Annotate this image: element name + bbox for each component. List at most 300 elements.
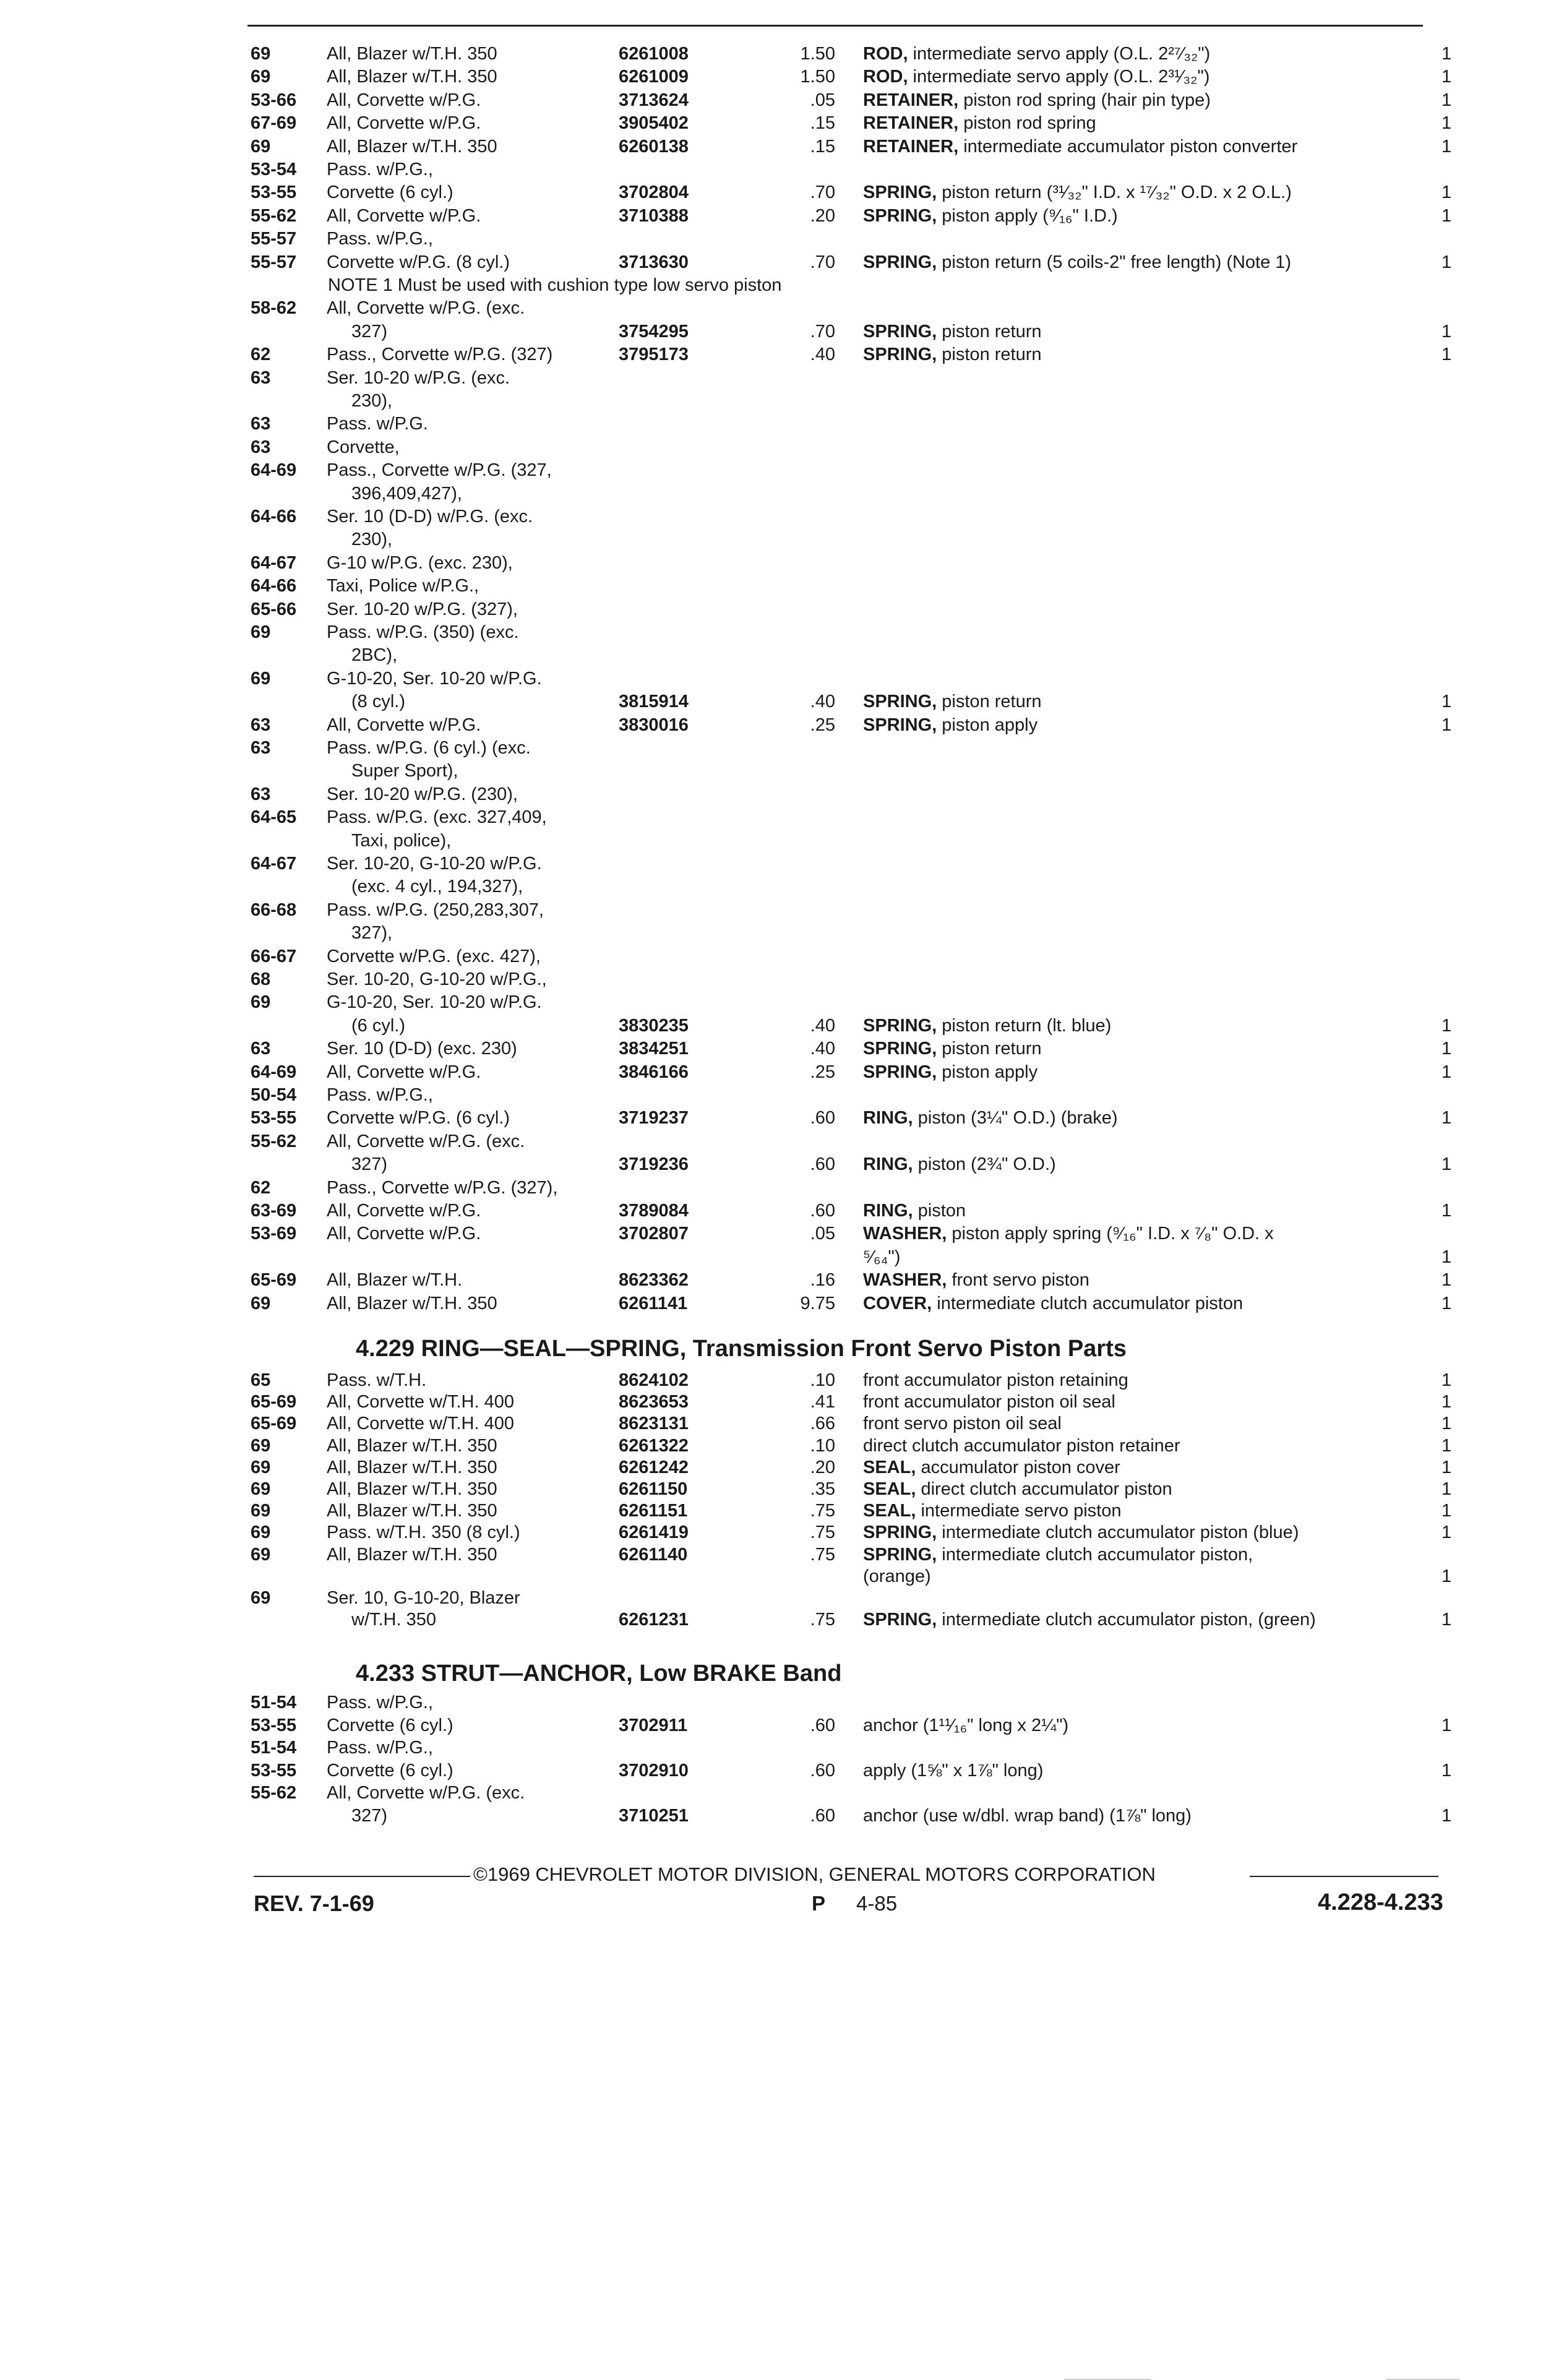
application: Pass. w/P.G.,	[327, 1693, 433, 1712]
description	[863, 1153, 1056, 1176]
part-number: 3719236	[619, 1154, 689, 1175]
table-row	[0, 251, 1564, 274]
table-row	[0, 320, 1564, 343]
application: Pass. w/P.G.,	[327, 1085, 433, 1105]
model-years: 69	[251, 1501, 271, 1521]
table-row	[0, 968, 1564, 991]
model-years: 53-55	[251, 183, 297, 203]
price: .75	[810, 1501, 835, 1521]
part-detail: piston	[913, 1201, 966, 1221]
application: 327),	[351, 923, 393, 943]
table-row	[0, 783, 1564, 806]
model-years: 65-66	[251, 599, 297, 619]
part-name: SPRING,	[863, 205, 937, 226]
table-row	[0, 204, 1564, 228]
table-row	[0, 1245, 1564, 1269]
application: 327)	[351, 1805, 388, 1826]
model-years: 63	[251, 1039, 271, 1059]
part-name: RING,	[863, 1154, 913, 1175]
application: All, Corvette w/P.G.	[327, 1201, 481, 1221]
price: .05	[810, 90, 835, 110]
price: .15	[810, 136, 835, 157]
quantity: 1	[1442, 1566, 1452, 1586]
price: .75	[810, 1544, 835, 1565]
model-years: 63-69	[251, 1201, 297, 1221]
application: All, Blazer w/T.H. 350	[327, 1501, 497, 1521]
table-row	[0, 806, 1564, 829]
application: (exc. 4 cyl., 194,327),	[351, 877, 523, 897]
group-range: 4.228-4.233	[1318, 1889, 1443, 1915]
description	[863, 1368, 1128, 1392]
table-row	[0, 135, 1564, 158]
price: .70	[810, 252, 835, 272]
description	[863, 1499, 1121, 1523]
application: Pass. w/P.G. (250,283,307,	[327, 900, 544, 920]
part-detail: piston apply	[937, 1062, 1038, 1082]
model-years: 53-55	[251, 1715, 297, 1735]
part-detail: piston return	[937, 1039, 1042, 1059]
model-years: 55-62	[251, 1783, 297, 1803]
application: All, Corvette w/P.G. (exc.	[327, 1783, 525, 1803]
table-row	[0, 528, 1564, 551]
application: Ser. 10, G-10-20, Blazer	[327, 1588, 520, 1608]
application: G-10-20, Ser. 10-20 w/P.G.	[327, 992, 542, 1013]
model-years: 64-66	[251, 576, 297, 596]
table-row	[0, 829, 1564, 853]
quantity: 1	[1442, 90, 1452, 110]
part-number: 3713624	[619, 90, 689, 110]
table-row	[0, 1565, 1564, 1588]
application: G-10 w/P.G. (exc. 230),	[327, 552, 513, 573]
part-number: 3830235	[619, 1015, 689, 1036]
quantity: 1	[1442, 1201, 1452, 1221]
quantity: 1	[1442, 1108, 1452, 1128]
application: All, Blazer w/T.H. 350	[327, 1479, 497, 1499]
quantity: 1	[1442, 183, 1452, 203]
model-years: 69	[251, 67, 271, 87]
table-row	[0, 181, 1564, 204]
description	[863, 1477, 1172, 1501]
part-number: 3702807	[619, 1224, 689, 1244]
model-years: 51-54	[251, 1738, 297, 1758]
section-heading-4-229: 4.229 RING—SEAL—SPRING, Transmission Front Servo Piston Parts	[356, 1336, 1127, 1362]
description	[863, 1014, 1111, 1037]
application: 230),	[351, 391, 393, 411]
quantity: 1	[1442, 692, 1452, 712]
description	[863, 1521, 1299, 1544]
table-row	[0, 1456, 1564, 1479]
application: Corvette (6 cyl.)	[327, 1715, 453, 1735]
price: .60	[810, 1760, 835, 1781]
description	[863, 1714, 1068, 1737]
model-years: 64-65	[251, 807, 297, 828]
model-years: 63	[251, 738, 271, 758]
model-years: 63	[251, 784, 271, 804]
price: .10	[810, 1370, 835, 1390]
page-number	[812, 1889, 897, 1918]
table-row	[0, 482, 1564, 505]
table-row	[0, 1608, 1564, 1631]
table-row	[0, 1499, 1564, 1523]
application: Pass. w/P.G. (350) (exc.	[327, 622, 519, 642]
application: All, Blazer w/T.H. 350	[327, 67, 497, 87]
model-years: 69	[251, 136, 271, 157]
quantity: 1	[1442, 1610, 1452, 1630]
application: Corvette w/P.G. (6 cyl.)	[327, 1108, 510, 1128]
table-row	[0, 1781, 1564, 1805]
table-row	[0, 1477, 1564, 1501]
description	[863, 88, 1211, 112]
model-years: 66-67	[251, 946, 297, 966]
application: All, Blazer w/T.H. 350	[327, 1544, 497, 1565]
model-years: 53-55	[251, 1760, 297, 1781]
application: Ser. 10-20, G-10-20 w/P.G.	[327, 854, 542, 874]
description	[863, 1608, 1316, 1631]
description	[863, 1804, 1192, 1828]
table-row	[0, 296, 1564, 320]
model-years: 69	[251, 1435, 271, 1456]
application: All, Blazer w/T.H. 350	[327, 136, 497, 157]
part-number: 3702804	[619, 183, 689, 203]
part-number: 6261150	[619, 1479, 688, 1499]
section-heading-4-233: 4.233 STRUT—ANCHOR, Low BRAKE Band	[356, 1660, 842, 1686]
quantity: 1	[1442, 321, 1452, 342]
table-row	[0, 273, 1564, 297]
part-number: 3846166	[619, 1062, 689, 1082]
table-row	[0, 1434, 1564, 1458]
part-number: 3830016	[619, 715, 689, 735]
application: Taxi, police),	[351, 830, 452, 851]
table-row	[0, 1804, 1564, 1828]
description	[863, 1543, 1253, 1566]
description	[863, 320, 1042, 343]
table-row	[0, 898, 1564, 922]
description	[863, 1390, 1115, 1414]
application: Pass., Corvette w/P.G. (327)	[327, 345, 553, 365]
table-row	[0, 1153, 1564, 1176]
part-detail: piston return (lt. blue)	[937, 1015, 1112, 1036]
application: Ser. 10-20 w/P.G. (327),	[327, 599, 518, 619]
application: Super Sport),	[351, 761, 458, 781]
application: 327)	[351, 321, 388, 342]
table-row	[0, 1412, 1564, 1435]
application: Corvette w/P.G. (exc. 427),	[327, 946, 541, 966]
part-detail: intermediate servo piston	[916, 1501, 1122, 1521]
model-years: 64-66	[251, 507, 297, 526]
part-number: 6261231	[619, 1610, 689, 1630]
part-detail: front accumulator piston retaining	[863, 1370, 1128, 1390]
part-detail: piston return	[937, 345, 1042, 365]
model-years: 69	[251, 622, 271, 642]
application: Pass. w/P.G.,	[327, 1738, 433, 1758]
table-row	[0, 1130, 1564, 1153]
price: .20	[810, 1457, 835, 1477]
table-row	[0, 1586, 1564, 1610]
quantity: 1	[1442, 1062, 1452, 1082]
application: All, Corvette w/P.G.	[327, 90, 481, 110]
part-number: 3795173	[619, 345, 689, 365]
model-years: 63	[251, 437, 271, 457]
application: Ser. 10 (D-D) w/P.G. (exc.	[327, 507, 533, 526]
part-detail: piston (2¾" O.D.)	[913, 1154, 1056, 1175]
part-number: 6261151	[619, 1501, 688, 1521]
quantity: 1	[1442, 1715, 1452, 1735]
description	[863, 1565, 931, 1588]
table-row	[0, 990, 1564, 1014]
part-name: COVER,	[863, 1293, 932, 1313]
table-row	[0, 643, 1564, 667]
application: (8 cyl.)	[351, 692, 405, 712]
part-number: 3834251	[619, 1039, 689, 1059]
price: .70	[810, 321, 835, 342]
table-row	[0, 574, 1564, 598]
price: .60	[810, 1154, 835, 1175]
part-detail: piston return	[937, 692, 1042, 712]
price: .60	[810, 1108, 835, 1128]
model-years: 69	[251, 1544, 271, 1565]
model-years: 69	[251, 992, 271, 1013]
part-name: SPRING,	[863, 1610, 937, 1630]
model-years: 64-69	[251, 460, 297, 481]
description	[863, 1199, 966, 1222]
model-years: 63	[251, 715, 271, 735]
description	[863, 1060, 1038, 1084]
part-name: SEAL,	[863, 1501, 916, 1521]
part-detail: piston apply (⁹⁄₁₆" I.D.)	[937, 205, 1118, 226]
part-detail: accumulator piston cover	[916, 1457, 1120, 1477]
page-number-value: 4-85	[856, 1892, 898, 1915]
part-name: WASHER,	[863, 1224, 947, 1244]
part-detail: apply (1⅝" x 1⅞" long)	[863, 1760, 1044, 1781]
quantity: 1	[1442, 345, 1452, 365]
table-row	[0, 621, 1564, 644]
table-row	[0, 945, 1564, 968]
footer-rule-right	[1250, 1876, 1438, 1877]
model-years: 55-62	[251, 1131, 297, 1151]
part-name: SPRING,	[863, 321, 937, 342]
model-years: 69	[251, 44, 271, 64]
quantity: 1	[1442, 1154, 1452, 1175]
table-row	[0, 1736, 1564, 1759]
part-detail: intermediate servo apply (O.L. 2²⁷⁄₃₂")	[908, 44, 1211, 64]
table-row	[0, 1521, 1564, 1544]
part-detail: piston (3¼" O.D.) (brake)	[913, 1108, 1118, 1128]
part-name: SEAL,	[863, 1457, 916, 1477]
table-row	[0, 713, 1564, 737]
application: G-10-20, Ser. 10-20 w/P.G.	[327, 668, 542, 689]
model-years: 63	[251, 367, 271, 388]
quantity: 1	[1442, 1501, 1452, 1521]
application: Corvette,	[327, 437, 400, 457]
model-years: 55-62	[251, 205, 297, 226]
part-name: ROD,	[863, 44, 908, 64]
description	[863, 1222, 1274, 1245]
table-row	[0, 111, 1564, 135]
application: All, Corvette w/P.G.	[327, 113, 481, 134]
model-years: 65-69	[251, 1414, 297, 1434]
table-row	[0, 852, 1564, 875]
application: All, Corvette w/P.G.	[327, 205, 481, 226]
description	[863, 1456, 1120, 1479]
price: .66	[810, 1414, 835, 1434]
application: All, Blazer w/T.H. 350	[327, 1293, 497, 1313]
quantity: 1	[1442, 1414, 1452, 1434]
description	[863, 65, 1210, 88]
application: All, Blazer w/T.H.	[327, 1270, 463, 1291]
model-years: 51-54	[251, 1693, 297, 1712]
description	[863, 42, 1210, 66]
application: Pass. w/P.G. (6 cyl.) (exc.	[327, 738, 531, 758]
part-name: SPRING,	[863, 252, 937, 272]
part-name: SEAL,	[863, 1479, 916, 1499]
quantity: 1	[1442, 1270, 1452, 1291]
application: Ser. 10-20, G-10-20 w/P.G.,	[327, 969, 547, 989]
table-row	[0, 1368, 1564, 1392]
part-number: 6261141	[619, 1293, 688, 1313]
application: All, Corvette w/P.G. (exc.	[327, 298, 525, 319]
description	[863, 343, 1042, 366]
quantity: 1	[1442, 1293, 1452, 1313]
application: w/T.H. 350	[351, 1610, 436, 1630]
part-name: SPRING,	[863, 1544, 937, 1565]
application: Ser. 10-20 w/P.G. (230),	[327, 784, 518, 804]
part-number: 8623362	[619, 1270, 689, 1291]
part-detail: piston apply	[937, 715, 1038, 735]
part-detail: piston return	[937, 321, 1042, 342]
description	[863, 1037, 1042, 1060]
model-years: 53-69	[251, 1224, 297, 1244]
price: .25	[810, 1062, 835, 1082]
quantity: 1	[1442, 252, 1452, 272]
price: 1.50	[800, 44, 835, 64]
table-row	[0, 42, 1564, 66]
part-name: RETAINER,	[863, 90, 959, 110]
model-years: 69	[251, 1479, 271, 1499]
part-detail: anchor (1¹¹⁄₁₆" long x 2¼")	[863, 1715, 1069, 1735]
quantity: 1	[1442, 1805, 1452, 1826]
part-name: RETAINER,	[863, 136, 959, 157]
table-row	[0, 458, 1564, 482]
quantity: 1	[1442, 113, 1452, 134]
model-years: 53-54	[251, 160, 297, 179]
part-detail: piston return (5 coils-2" free length) (Note 1)	[937, 252, 1292, 272]
part-detail: intermediate clutch accumulator piston (blue)	[937, 1523, 1299, 1543]
table-row	[0, 1691, 1564, 1714]
model-years: 69	[251, 1457, 271, 1477]
model-years: 65	[251, 1370, 271, 1390]
application: Corvette (6 cyl.)	[327, 183, 453, 203]
part-name: SPRING,	[863, 715, 937, 735]
description	[863, 181, 1292, 204]
application: Pass. w/P.G.	[327, 414, 428, 434]
part-number: 6261322	[619, 1435, 689, 1456]
application: Ser. 10 (D-D) (exc. 230)	[327, 1039, 517, 1059]
copyright-line: ©1969 CHEVROLET MOTOR DIVISION, GENERAL MOTORS CORPORATION	[473, 1863, 1156, 1885]
description	[863, 1412, 1062, 1435]
table-row	[0, 1390, 1564, 1414]
table-row	[0, 436, 1564, 459]
quantity: 1	[1442, 1435, 1452, 1456]
application: Pass., Corvette w/P.G. (327),	[327, 1177, 558, 1198]
price: .20	[810, 205, 835, 226]
table-row	[0, 366, 1564, 390]
part-number: 3754295	[619, 321, 689, 342]
quantity: 1	[1442, 205, 1452, 226]
part-detail: front accumulator piston oil seal	[863, 1392, 1115, 1412]
part-detail: intermediate clutch accumulator piston	[932, 1293, 1244, 1313]
model-years: 64-67	[251, 854, 297, 874]
price: .60	[810, 1805, 835, 1826]
part-detail: piston apply spring (⁹⁄₁₆" I.D. x ⁷⁄₈" O.D. x	[947, 1224, 1274, 1244]
quantity: 1	[1442, 44, 1452, 64]
part-number: 3702911	[619, 1715, 688, 1735]
application: Corvette w/P.G. (8 cyl.)	[327, 252, 510, 272]
description	[863, 1245, 900, 1269]
part-name: SPRING,	[863, 1523, 937, 1543]
model-years: 65-69	[251, 1392, 297, 1412]
table-row	[0, 759, 1564, 783]
application: Pass. w/P.G.,	[327, 160, 433, 179]
part-number: 8623653	[619, 1392, 689, 1412]
price: .15	[810, 113, 835, 134]
quantity: 1	[1442, 1039, 1452, 1059]
part-detail: piston return (³¹⁄₃₂" I.D. x ¹⁷⁄₃₂" O.D. x 2 O.L.)	[937, 183, 1292, 203]
model-years: 65-69	[251, 1270, 297, 1291]
part-name: SPRING,	[863, 1015, 937, 1036]
part-number: 3815914	[619, 692, 689, 712]
description	[863, 1268, 1089, 1292]
application: Pass. w/P.G. (exc. 327,409,	[327, 807, 547, 828]
model-years: 58-62	[251, 298, 297, 319]
application: All, Corvette w/P.G.	[327, 1224, 481, 1244]
quantity: 1	[1442, 715, 1452, 735]
price: .16	[810, 1270, 835, 1291]
quantity: 1	[1442, 1760, 1452, 1781]
price: .05	[810, 1224, 835, 1244]
table-row	[0, 1222, 1564, 1245]
page-letter: P	[812, 1892, 826, 1915]
price: .40	[810, 692, 835, 712]
part-detail: front servo piston oil seal	[863, 1414, 1062, 1434]
part-detail: piston rod spring	[958, 113, 1096, 134]
application: Corvette (6 cyl.)	[327, 1760, 453, 1781]
part-number: 3905402	[619, 113, 689, 134]
application: 396,409,427),	[351, 483, 462, 504]
table-row	[0, 1714, 1564, 1737]
model-years: 63	[251, 414, 271, 434]
part-name: RETAINER,	[863, 113, 959, 134]
table-row	[0, 88, 1564, 112]
price: .40	[810, 1039, 835, 1059]
description	[863, 111, 1096, 135]
application: 2BC),	[351, 645, 398, 666]
table-row	[0, 875, 1564, 898]
table-row	[0, 1060, 1564, 1084]
application: (6 cyl.)	[351, 1015, 405, 1036]
price: .75	[810, 1523, 835, 1543]
model-years: 53-55	[251, 1108, 297, 1128]
application: All, Corvette w/T.H. 400	[327, 1414, 514, 1434]
part-detail: intermediate clutch accumulator piston, (green)	[937, 1610, 1316, 1630]
table-row	[0, 65, 1564, 88]
part-detail: (orange)	[863, 1566, 931, 1586]
table-row	[0, 1543, 1564, 1566]
quantity: 1	[1442, 1392, 1452, 1412]
part-number: 6261009	[619, 67, 689, 87]
part-detail: anchor (use w/dbl. wrap band) (1⅞" long)	[863, 1805, 1192, 1826]
model-years: 55-57	[251, 252, 297, 272]
part-number: 3702910	[619, 1760, 689, 1781]
